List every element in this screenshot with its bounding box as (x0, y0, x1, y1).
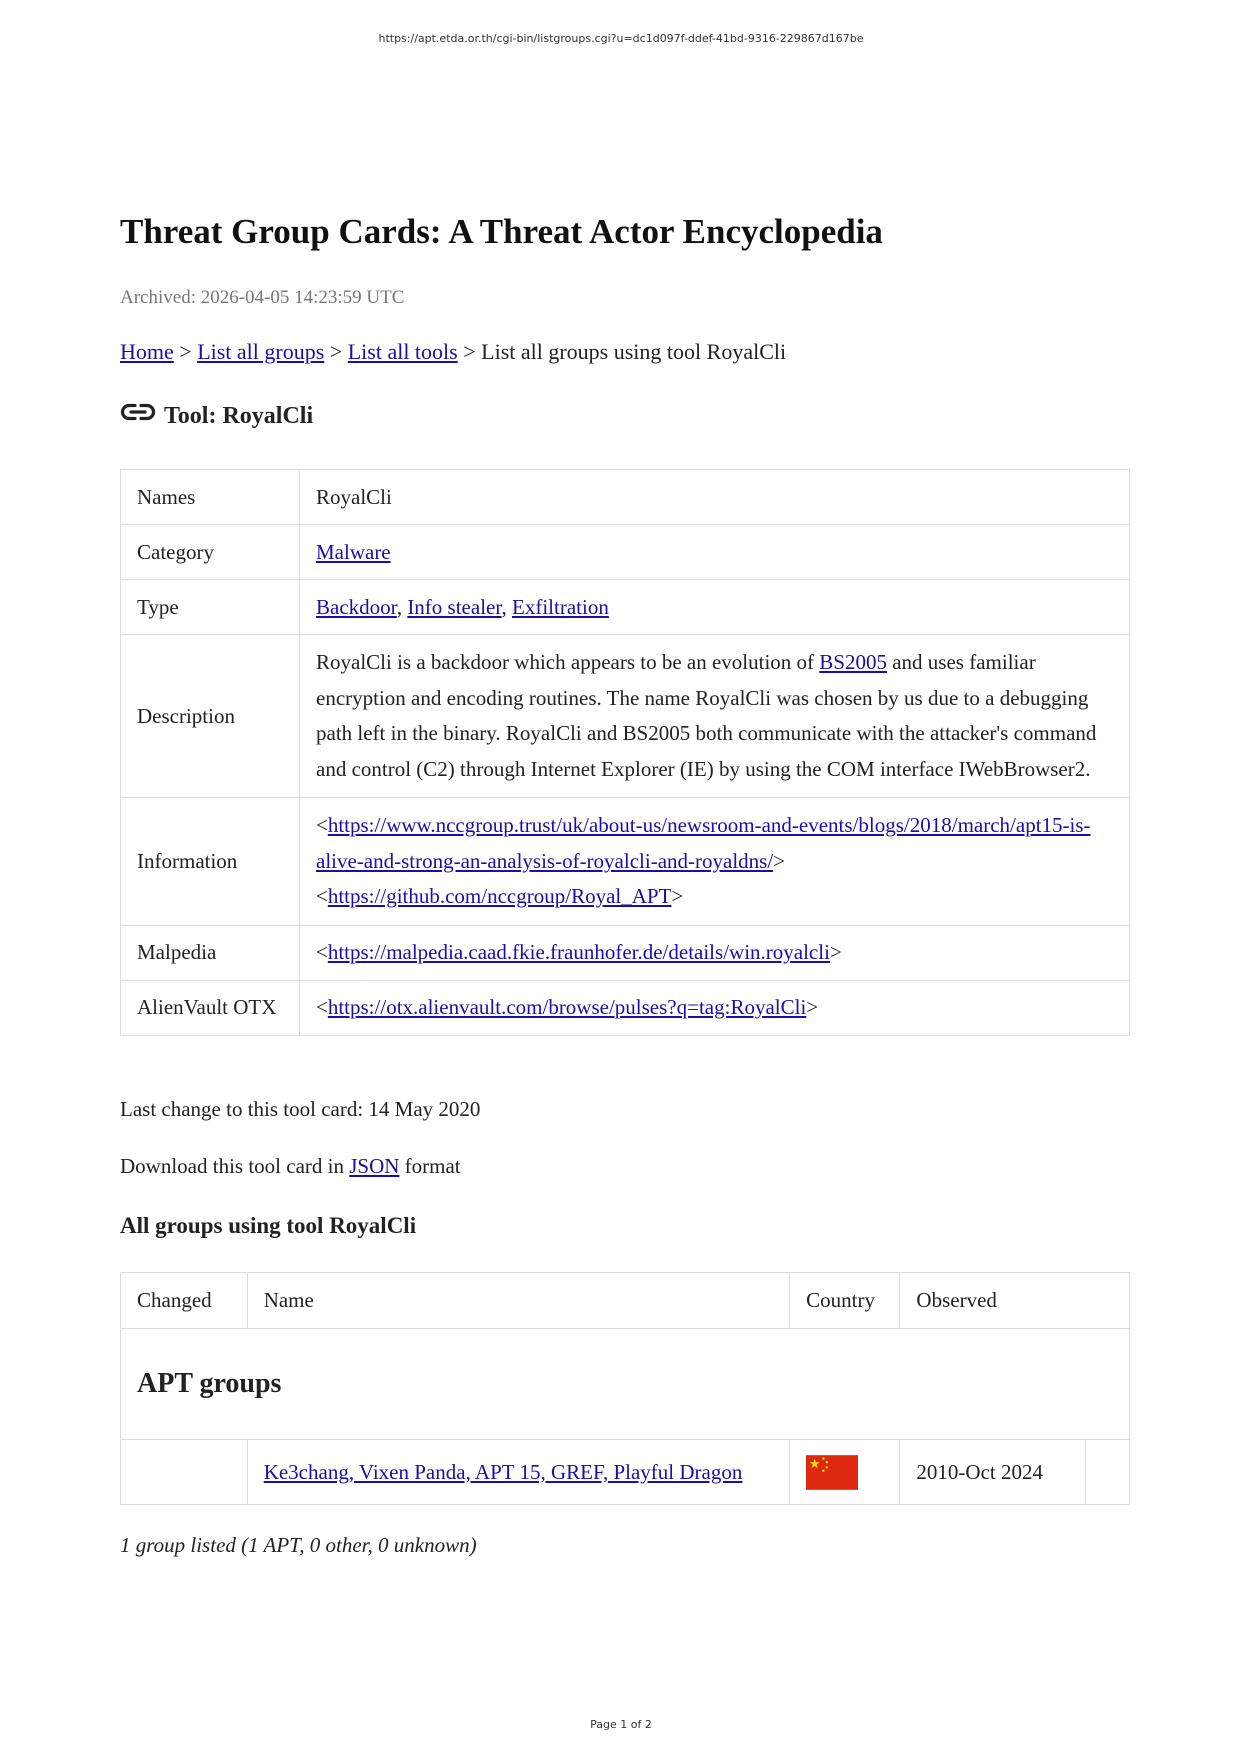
breadcrumb-list-all-tools-link[interactable]: List all tools (347, 339, 458, 364)
groups-table (120, 1272, 1130, 1505)
print-header-url: https://apt.etda.or.th/cgi-bin/listgroups.cgi?u=dc1d097f-ddef-41bd-9316-229867d167be (378, 32, 864, 45)
download-line (120, 1154, 461, 1179)
angle-open: < (316, 940, 328, 964)
breadcrumb-separator: > (324, 339, 348, 364)
download-text-before: Download this tool card in (120, 1154, 350, 1178)
cell-changed (121, 1440, 248, 1505)
tool-row-type (121, 580, 1130, 635)
groups-heading: All groups using tool RoyalCli (120, 1213, 417, 1238)
breadcrumb-list-all-groups-link[interactable]: List all groups (197, 339, 325, 364)
tool-row-description (121, 635, 1130, 798)
row-label: AlienVault OTX (121, 980, 300, 1035)
header-country: Country (790, 1273, 900, 1329)
china-flag-icon (806, 1455, 858, 1490)
type-exfiltration-link[interactable]: Exfiltration (512, 594, 609, 619)
breadcrumb-home-link[interactable]: Home (120, 339, 174, 364)
section-title (121, 1329, 1130, 1440)
row-label: Description (121, 635, 300, 798)
cell-country (790, 1440, 900, 1505)
tool-names-value: RoyalCli (300, 470, 1130, 525)
angle-open: < (316, 995, 328, 1019)
breadcrumb-current: List all groups using tool RoyalCli (481, 339, 787, 364)
row-label: Type (121, 580, 300, 635)
type-separator: , (501, 594, 513, 619)
description-bs2005-link[interactable]: BS2005 (819, 650, 887, 674)
tool-row-malpedia (121, 925, 1130, 980)
group-name-link[interactable]: Ke3chang, Vixen Panda, APT 15, GREF, Playful Dragon (263, 1459, 743, 1484)
angle-open: < (316, 813, 328, 837)
angle-open: < (316, 884, 328, 908)
row-label: Information (121, 798, 300, 926)
last-change-text: Last change to this tool card: 14 May 2020 (120, 1097, 481, 1121)
tool-row-category (121, 525, 1130, 580)
table-row (121, 1440, 1130, 1505)
tool-card-table (120, 469, 1130, 1036)
tool-heading (120, 402, 313, 430)
breadcrumb-separator: > (457, 339, 482, 364)
cell-observed: 2010-Oct 2024 (900, 1440, 1085, 1505)
row-label: Malpedia (121, 925, 300, 980)
download-json-link[interactable]: JSON (349, 1154, 400, 1178)
page-number: Page 1 of 2 (590, 1718, 652, 1731)
angle-close: > (806, 995, 819, 1019)
breadcrumb-separator: > (173, 339, 198, 364)
header-observed: Observed (900, 1273, 1130, 1329)
header-changed: Changed (121, 1273, 248, 1329)
type-separator: , (396, 594, 408, 619)
tool-row-information (121, 798, 1130, 926)
page-title: Threat Group Cards: A Threat Actor Encyclopedia (120, 212, 883, 251)
information-nccgroup-link[interactable]: https://www.nccgroup.trust/uk/about-us/newsroom-and-events/blogs/2018/march/apt15-is-alive-and-strong-an-analysis-of-royalcli-and-royaldns/ (316, 813, 1091, 873)
description-text-after: and uses familiar encryption and encoding routines. The name RoyalCli was chosen by us due to a debugging path left in the binary. RoyalCli and BS2005 both communicate with the attacker's command and control (C2) through Internet Explorer (IE) by using the COM interface IWebBrowser2. (316, 650, 1097, 781)
section-title-text: APT groups (137, 1368, 282, 1399)
type-info-stealer-link[interactable]: Info stealer (407, 594, 502, 619)
row-label: Names (121, 470, 300, 525)
angle-close: > (671, 884, 684, 908)
information-github-link[interactable]: https://github.com/nccgroup/Royal_APT (327, 884, 672, 908)
tool-heading-text: Tool: RoyalCli (164, 403, 314, 429)
tool-row-alienvault (121, 980, 1130, 1035)
tool-information-value (300, 798, 1130, 926)
alienvault-link[interactable]: https://otx.alienvault.com/browse/pulses?q=tag:RoyalCli (327, 995, 807, 1019)
category-malware-link[interactable]: Malware (316, 539, 391, 564)
groups-summary: 1 group listed (1 APT, 0 other, 0 unknown) (120, 1533, 477, 1557)
tool-malpedia-value (300, 925, 1130, 980)
tool-category-value (300, 525, 1130, 580)
tool-description-value (300, 635, 1130, 798)
row-label: Category (121, 525, 300, 580)
tool-type-value (300, 580, 1130, 635)
archived-timestamp: Archived: 2026-04-05 14:23:59 UTC (120, 287, 405, 308)
link-icon (120, 402, 156, 422)
breadcrumb (120, 339, 786, 365)
groups-table-header (121, 1273, 1130, 1329)
malpedia-link[interactable]: https://malpedia.caad.fkie.fraunhofer.de/details/win.royalcli (327, 940, 830, 964)
description-text-before: RoyalCli is a backdoor which appears to be an evolution of (316, 650, 820, 674)
cell-name (247, 1440, 789, 1505)
angle-close: > (829, 940, 842, 964)
tool-alienvault-value (300, 980, 1130, 1035)
header-name: Name (247, 1273, 789, 1329)
angle-close: > (773, 848, 786, 873)
type-backdoor-link[interactable]: Backdoor (316, 594, 397, 619)
groups-section-row (121, 1329, 1130, 1440)
download-text-after: format (399, 1154, 461, 1178)
tool-row-names (121, 470, 1130, 525)
cell-spacer (1085, 1440, 1129, 1505)
